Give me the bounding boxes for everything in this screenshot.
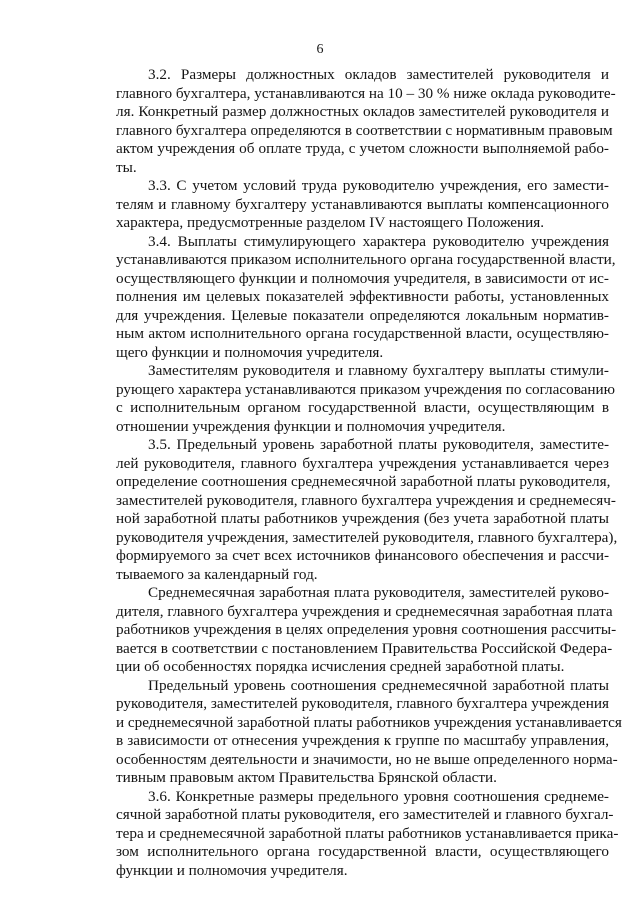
text-line: ной заработной платы работников учреждения (без учета заработной платы: [116, 510, 609, 527]
text-line: 3.2. Размеры должностных окладов заместителей руководителя и: [148, 66, 609, 83]
paragraph-p-3-4-b: [116, 362, 616, 436]
text-line: заместителей руководителя, главного бухгалтера учреждения и среднемесяч-: [116, 491, 616, 509]
text-line: лей руководителя, главного бухгалтера учреждения устанавливается через: [116, 454, 609, 472]
text-line: 3.3. С учетом условий труда руководителю учреждения, его замести-: [148, 177, 609, 194]
text-line: ты.: [116, 158, 137, 176]
text-line: тера и среднемесячной заработной платы работников устанавливается прика-: [116, 824, 619, 842]
text-line: полнения им целевых показателей эффективности работы, установленных: [116, 288, 609, 305]
text-line: щего функции и полномочия учредителя.: [116, 343, 384, 361]
text-line: руководителя учреждения, заместителей руководителя, главного бухгалтера),: [116, 528, 618, 546]
paragraph-p-3-3: [116, 177, 609, 233]
text-line: отношении учреждения функции и полномочия учредителя.: [116, 417, 506, 435]
text-line: формируемого за счет всех источников финансового обеспечения и рассчи-: [116, 547, 609, 564]
paragraph-p-3-5: [116, 436, 618, 584]
text-line: ным актом исполнительного органа государственной власти, осуществляю-: [116, 325, 609, 342]
text-line: с исполнительным органом государственной власти, осуществляющим в: [116, 399, 609, 416]
text-line: 3.4. Выплаты стимулирующего характера руководителю учреждения: [148, 232, 609, 250]
text-line: 3.6. Конкретные размеры предельного уровня соотношения среднеме-: [148, 787, 609, 805]
text-line: и среднемесячной заработной платы работников учреждения устанавливается: [116, 713, 622, 731]
paragraph-p-3-2: [116, 66, 616, 177]
paragraph-p-3-5-c: [116, 676, 622, 788]
text-line: в зависимости от отнесения учреждения к группе по масштабу управления,: [116, 732, 609, 749]
text-line: актом учреждения об оплате труда, с учетом сложности выполняемой рабо-: [116, 140, 609, 157]
text-line: главного бухгалтера, устанавливаются на 10 – 30 % ниже оклада руководите-: [116, 84, 616, 102]
text-line: для учреждения. Целевые показатели определяются локальным норматив-: [116, 306, 609, 324]
paragraph-p-3-4: [116, 232, 616, 363]
text-line: работников учреждения в целях определения уровня соотношения рассчиты-: [116, 621, 617, 638]
text-line: рующего характера устанавливаются приказом учреждения по согласованию: [116, 380, 616, 398]
text-line: 3.5. Предельный уровень заработной платы руководителя, заместите-: [148, 436, 609, 453]
text-line: Предельный уровень соотношения среднемесячной заработной платы: [148, 676, 609, 694]
text-line: Среднемесячная заработная плата руководителя, заместителей руково-: [148, 584, 609, 601]
text-line: определение соотношения среднемесячной заработной платы руководителя,: [116, 473, 611, 490]
text-line: главного бухгалтера определяются в соответствии с нормативным правовым: [116, 121, 613, 139]
text-line: руководителя, заместителей руководителя, главного бухгалтера учреждения: [116, 695, 609, 712]
document-body: [116, 66, 622, 880]
text-line: телям и главному бухгалтеру устанавливаются выплаты компенсационного: [116, 195, 609, 213]
text-line: ля. Конкретный размер должностных окладов заместителей руководителя и: [116, 103, 609, 120]
text-line: тивным правовым актом Правительства Брянской области.: [116, 769, 497, 786]
paragraph-p-3-6: [116, 787, 619, 881]
text-line: Заместителям руководителя и главному бухгалтеру выплаты стимули-: [148, 362, 609, 379]
text-line: функции и полномочия учредителя.: [116, 861, 348, 879]
text-line: дителя, главного бухгалтера учреждения и среднемесячная заработная плата: [116, 602, 613, 620]
text-line: вается в соответствии с постановлением Правительства Российской Федера-: [116, 639, 613, 657]
text-line: особенностям деятельности и значимости, но не выше определенного норма-: [116, 750, 618, 768]
text-line: осуществляющего функции и полномочия учредителя, в зависимости от ис-: [116, 269, 609, 287]
text-line: тываемого за календарный год.: [116, 565, 318, 583]
text-line: устанавливаются приказом исполнительного органа государственной власти,: [116, 251, 616, 268]
paragraph-p-3-5-b: [116, 584, 617, 677]
text-line: сячной заработной платы руководителя, его заместителей и главного бухгал-: [116, 806, 614, 823]
text-line: характера, предусмотренные разделом IV настоящего Положения.: [116, 214, 545, 231]
page-number: 6: [316, 42, 324, 57]
text-line: ции об особенностях порядка исчисления средней заработной платы.: [116, 658, 565, 675]
text-line: зом исполнительного органа государственной власти, осуществляющего: [116, 843, 609, 860]
